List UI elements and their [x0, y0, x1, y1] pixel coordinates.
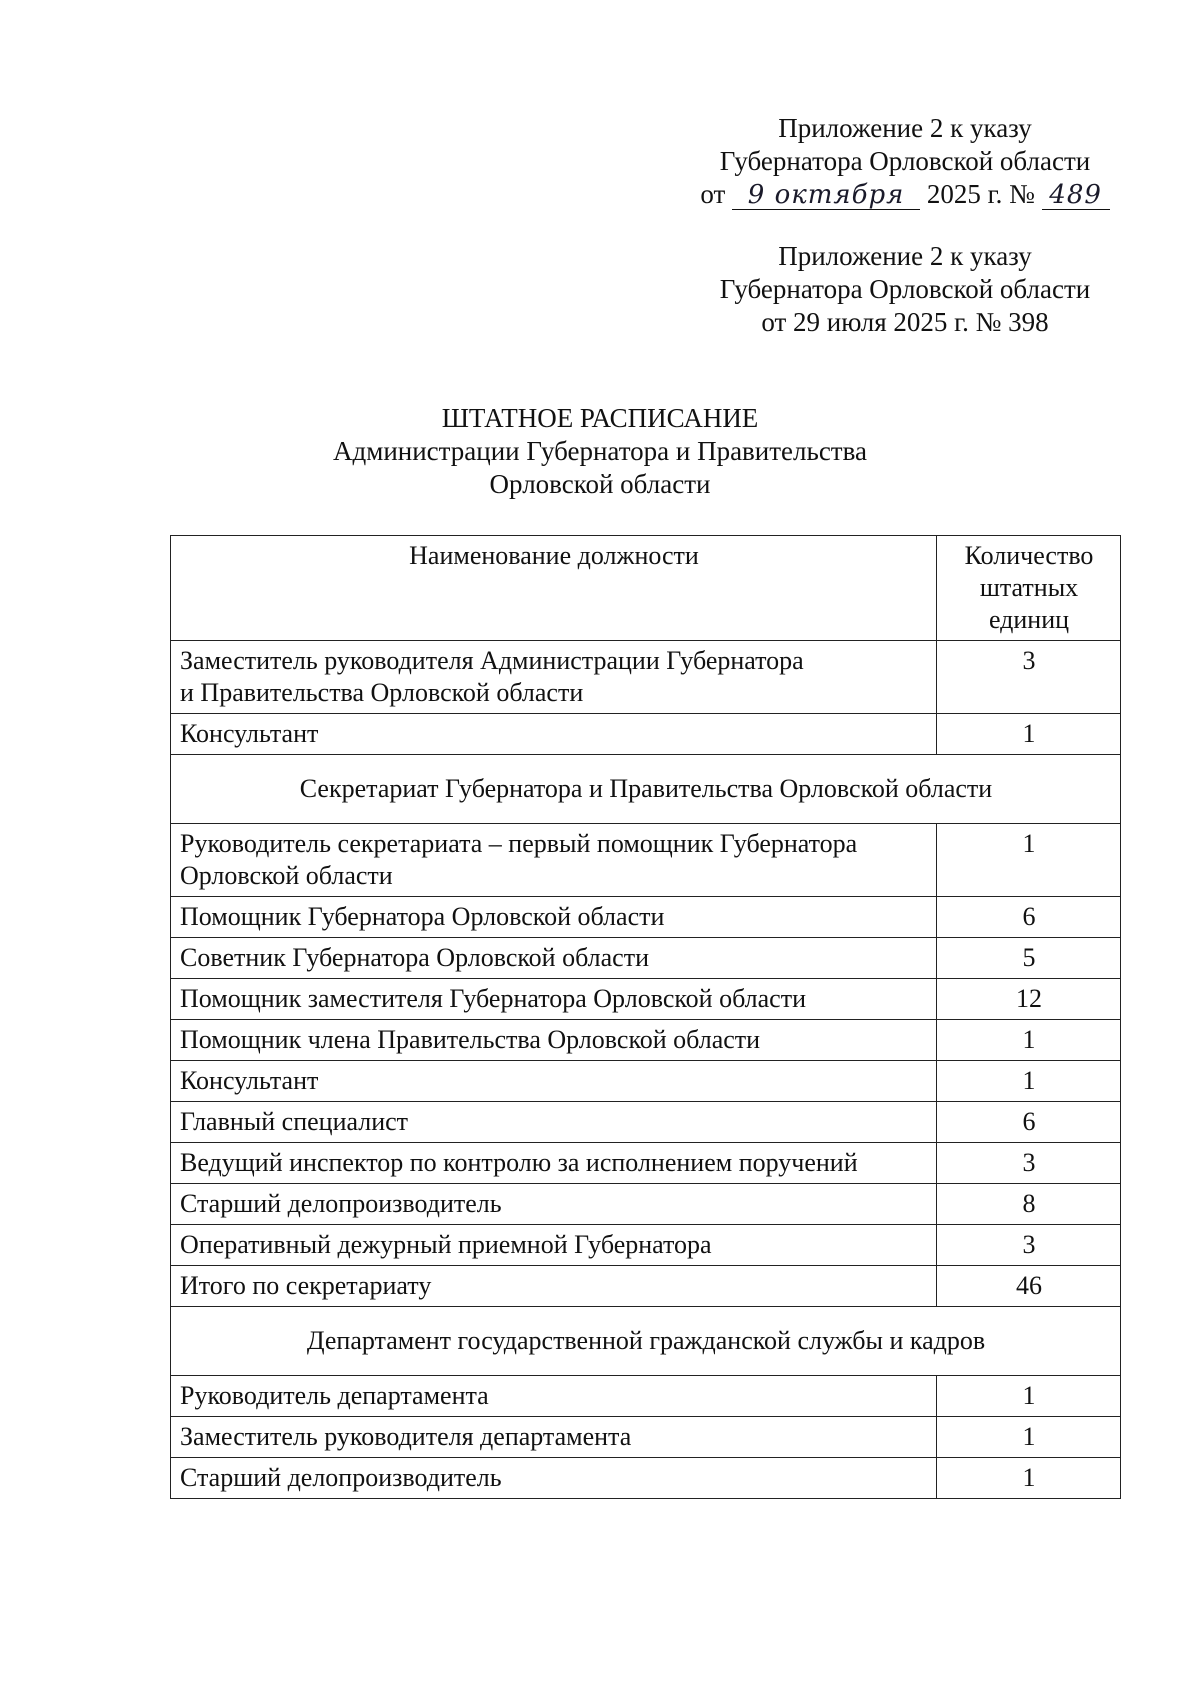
table-row — [171, 1225, 1121, 1266]
appendix-amendment-prefix: от — [700, 179, 726, 209]
position-quantity: 1 — [937, 1020, 1121, 1061]
position-name: Главный специалист — [171, 1102, 937, 1143]
appendix-original-line2: Губернатора Орловской области — [719, 274, 1091, 304]
position-name-line2: Орловской области — [180, 861, 393, 890]
section-title-secretariat: Секретариат Губернатора и Правительства Орловской области — [171, 755, 1121, 824]
header-quantity — [937, 536, 1121, 641]
table-header-row — [171, 536, 1121, 641]
position-name-line1: Руководитель секретариата – первый помощник Губернатора — [180, 829, 858, 858]
position-quantity: 5 — [937, 938, 1121, 979]
header-quantity-line2: штатных — [979, 573, 1079, 602]
title-line2: Администрации Губернатора и Правительства — [333, 436, 867, 466]
position-quantity: 12 — [937, 979, 1121, 1020]
handwritten-date: 9 октября — [732, 181, 920, 210]
total-label: Итого по секретариату — [171, 1266, 937, 1307]
appendix-original-line3: от 29 июля 2025 г. № 398 — [761, 307, 1049, 337]
position-name-line1: Заместитель руководителя Администрации Губернатора — [180, 646, 804, 675]
staff-table — [170, 535, 1121, 1499]
position-name-line2: и Правительства Орловской области — [180, 678, 584, 707]
appendix-amendment-line1: Приложение 2 к указу — [778, 113, 1032, 143]
document-title — [0, 402, 1200, 501]
position-quantity: 1 — [937, 714, 1121, 755]
position-name: Заместитель руководителя департамента — [171, 1417, 937, 1458]
position-name: Помощник заместителя Губернатора Орловской области — [171, 979, 937, 1020]
appendix-amendment-date-line — [695, 178, 1115, 211]
position-quantity: 3 — [937, 641, 1121, 714]
appendix-amendment-year: 2025 г. № — [926, 179, 1035, 209]
position-name: Оперативный дежурный приемной Губернатора — [171, 1225, 937, 1266]
position-quantity: 1 — [937, 1417, 1121, 1458]
table-row — [171, 1061, 1121, 1102]
appendix-amendment-header — [695, 112, 1115, 211]
position-name — [171, 824, 937, 897]
table-row — [171, 1458, 1121, 1499]
position-name: Консультант — [171, 714, 937, 755]
position-name: Консультант — [171, 1061, 937, 1102]
appendix-amendment-line2: Губернатора Орловской области — [719, 146, 1091, 176]
table-row — [171, 1020, 1121, 1061]
title-line3: Орловской области — [489, 469, 711, 499]
title-line1: ШТАТНОЕ РАСПИСАНИЕ — [441, 403, 759, 433]
header-position-name: Наименование должности — [171, 536, 937, 641]
position-quantity: 6 — [937, 897, 1121, 938]
position-name: Старший делопроизводитель — [171, 1184, 937, 1225]
table-row — [171, 1102, 1121, 1143]
position-name — [171, 641, 937, 714]
position-name: Старший делопроизводитель — [171, 1458, 937, 1499]
total-quantity: 46 — [937, 1266, 1121, 1307]
position-name: Руководитель департамента — [171, 1376, 937, 1417]
position-name: Ведущий инспектор по контролю за исполнением поручений — [171, 1143, 937, 1184]
header-quantity-line3: единиц — [988, 605, 1070, 634]
position-quantity: 1 — [937, 824, 1121, 897]
position-quantity: 3 — [937, 1143, 1121, 1184]
table-row — [171, 938, 1121, 979]
position-quantity: 1 — [937, 1376, 1121, 1417]
table-row — [171, 1143, 1121, 1184]
position-name: Помощник Губернатора Орловской области — [171, 897, 937, 938]
header-quantity-line1: Количество — [964, 541, 1094, 570]
position-quantity: 1 — [937, 1458, 1121, 1499]
appendix-original-header — [695, 240, 1115, 339]
table-row — [171, 1184, 1121, 1225]
position-quantity: 6 — [937, 1102, 1121, 1143]
table-row — [171, 714, 1121, 755]
section-title-civil-service: Департамент государственной гражданской службы и кадров — [171, 1307, 1121, 1376]
table-row — [171, 641, 1121, 714]
position-quantity: 8 — [937, 1184, 1121, 1225]
section-header-row — [171, 1307, 1121, 1376]
table-row-total — [171, 1266, 1121, 1307]
position-quantity: 3 — [937, 1225, 1121, 1266]
handwritten-number: 489 — [1042, 181, 1110, 210]
position-quantity: 1 — [937, 1061, 1121, 1102]
table-row — [171, 1417, 1121, 1458]
position-name: Помощник члена Правительства Орловской области — [171, 1020, 937, 1061]
appendix-original-line1: Приложение 2 к указу — [778, 241, 1032, 271]
table-row — [171, 1376, 1121, 1417]
position-name: Советник Губернатора Орловской области — [171, 938, 937, 979]
table-row — [171, 979, 1121, 1020]
section-header-row — [171, 755, 1121, 824]
table-row — [171, 824, 1121, 897]
table-row — [171, 897, 1121, 938]
